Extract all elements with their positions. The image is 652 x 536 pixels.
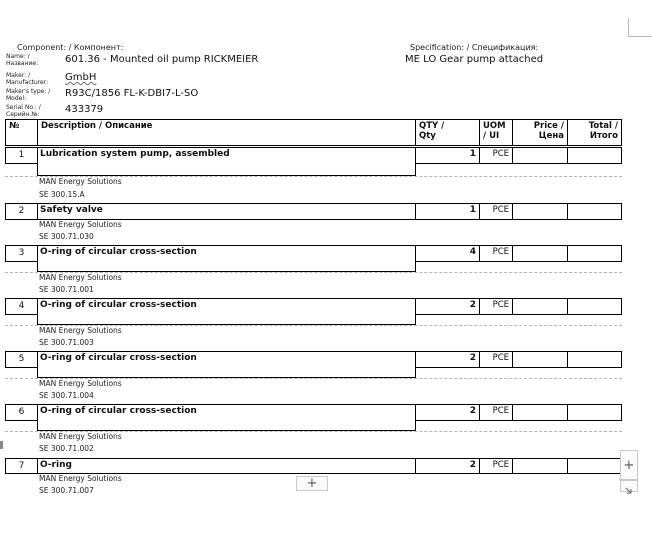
row-number: 3 xyxy=(5,245,38,262)
row-qty: 4 xyxy=(415,245,480,262)
row-number: 2 xyxy=(5,203,38,220)
serial-label: Serial No.: / Серийн.№: xyxy=(6,104,41,118)
row-price xyxy=(512,351,568,368)
row-uom: PCE xyxy=(479,245,513,262)
page-corner-mark xyxy=(628,18,629,36)
row-description: Safety valve xyxy=(37,203,416,220)
row-number: 6 xyxy=(5,404,38,421)
add-row-button[interactable]: + xyxy=(296,476,328,491)
row-total xyxy=(567,298,622,315)
row-description: O-ring of circular cross-section xyxy=(37,404,416,431)
row-number: 1 xyxy=(5,147,38,164)
add-column-button[interactable]: + xyxy=(620,450,638,480)
name-label: Name: / Название: xyxy=(6,53,39,67)
serial-value: 433379 xyxy=(65,104,104,115)
row-description: Lubrication system pump, assembled xyxy=(37,147,416,176)
row-uom: PCE xyxy=(479,298,513,315)
row-qty: 2 xyxy=(415,298,480,315)
row-code: SE 300.71.007 xyxy=(39,486,94,495)
row-uom: PCE xyxy=(479,458,513,474)
row-total xyxy=(567,458,622,474)
row-uom: PCE xyxy=(479,404,513,421)
resize-arrow-icon xyxy=(621,486,637,496)
column-header-description: Description / Описание xyxy=(37,119,416,146)
component-name-line1: 601.36 - Mounted oil pump RICKMEIER xyxy=(65,54,259,65)
row-manufacturer: MAN Energy Solutions xyxy=(39,177,122,186)
column-header-total: Total / Итого xyxy=(567,119,622,146)
row-qty: 1 xyxy=(415,203,480,220)
row-qty: 2 xyxy=(415,404,480,421)
row-description: O-ring of circular cross-section xyxy=(37,298,416,325)
row-total xyxy=(567,245,622,262)
row-price xyxy=(512,245,568,262)
specification-label: Specification: / Спецификация: xyxy=(410,43,539,52)
row-total xyxy=(567,147,622,164)
row-description: O-ring of circular cross-section xyxy=(37,351,416,378)
row-manufacturer: MAN Energy Solutions xyxy=(39,432,122,441)
row-total xyxy=(567,203,622,220)
makers-type-value: R93C/1856 FL-K-DBI7-L-SO xyxy=(65,88,199,99)
row-uom: PCE xyxy=(479,351,513,368)
makers-type-label: Maker's type: / Model: xyxy=(6,88,51,102)
row-code: SE 300.71.004 xyxy=(39,391,94,400)
row-number: 4 xyxy=(5,298,38,315)
row-price xyxy=(512,147,568,164)
row-price xyxy=(512,298,568,315)
row-code: SE 300.15.A xyxy=(39,190,85,199)
row-manufacturer: MAN Energy Solutions xyxy=(39,273,122,282)
page-corner-mark xyxy=(628,36,652,37)
row-manufacturer: MAN Energy Solutions xyxy=(39,220,122,229)
row-number: 5 xyxy=(5,351,38,368)
component-name-line2-text: GmbH xyxy=(65,72,97,83)
specification-value: ME LO Gear pump attached xyxy=(405,54,544,65)
row-number: 7 xyxy=(5,458,38,474)
row-manufacturer: MAN Energy Solutions xyxy=(39,379,122,388)
row-total xyxy=(567,351,622,368)
left-edge-handle[interactable] xyxy=(0,441,3,449)
row-price xyxy=(512,203,568,220)
component-name-line2 xyxy=(65,72,96,83)
row-price xyxy=(512,458,568,474)
column-header-price: Price / Цена xyxy=(512,119,568,146)
row-total xyxy=(567,404,622,421)
row-code: SE 300.71.002 xyxy=(39,444,94,453)
column-header-qty: QTY / Qty xyxy=(415,119,480,146)
row-code: SE 300.71.001 xyxy=(39,285,94,294)
row-description: O-ring of circular cross-section xyxy=(37,245,416,272)
maker-label: Maker: / Manufacturer: xyxy=(6,72,49,86)
row-qty: 2 xyxy=(415,458,480,474)
row-uom: PCE xyxy=(479,147,513,164)
column-header-uom: UOM / UI xyxy=(479,119,513,146)
row-code: SE 300.71.003 xyxy=(39,338,94,347)
column-header-no: № xyxy=(5,119,38,146)
row-qty: 1 xyxy=(415,147,480,164)
row-qty: 2 xyxy=(415,351,480,368)
row-code: SE 300.71.030 xyxy=(39,232,94,241)
component-label: Component: / Компонент: xyxy=(17,43,124,52)
row-description: O-ring xyxy=(37,458,416,474)
row-manufacturer: MAN Energy Solutions xyxy=(39,326,122,335)
row-price xyxy=(512,404,568,421)
table-resize-handle[interactable] xyxy=(620,480,638,492)
row-manufacturer: MAN Energy Solutions xyxy=(39,474,122,483)
row-uom: PCE xyxy=(479,203,513,220)
